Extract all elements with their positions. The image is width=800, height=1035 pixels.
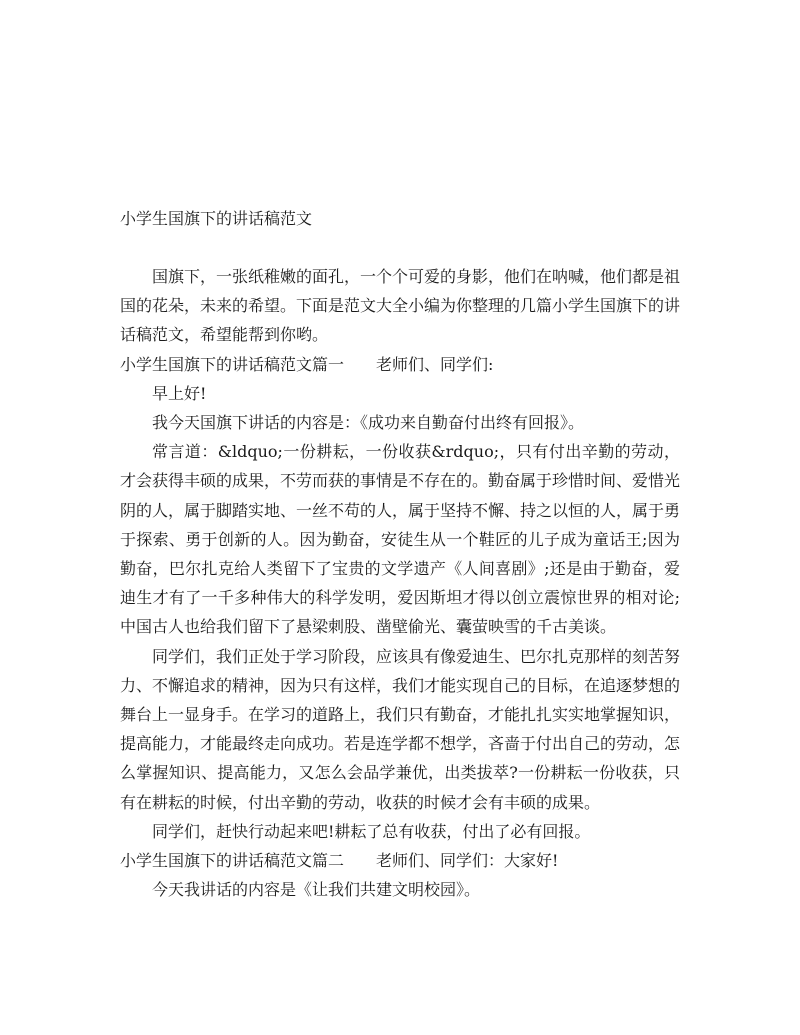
section-one-greeting: 早上好! (152, 383, 207, 403)
section-one-heading: 小学生国旗下的讲话稿范文篇一 (120, 354, 345, 374)
section-one-paragraph-2: 同学们，我们正处于学习阶段，应该具有像爱迪生、巴尔扎克那样的刻苦努力、不懈追求的精神，因为只有这样，我们才能实现自己的目标，在追逐梦想的舞台上一显身手。在学习的道路上，我们只有勤奋，才能扎扎实实地掌握知识，提高能力，才能最终走向成功。若是连学都不想学，吝啬于付出自己的劳动，怎么掌握知识、提高能力，又怎么会品学兼优，出类拔萃?一份耕耘一份收获，只有在耕耘的时候，付出辛勤的劳动，收获的时候才会有丰硕的成果。 (120, 646, 681, 812)
section-one-address: 老师们、同学们: (376, 354, 494, 374)
section-one-paragraph-1: 常言道：&ldquo;一份耕耘，一份收获&rdquo;，只有付出辛勤的劳动，才会获得丰硕的成果，不劳而获的事情是不存在的。勤奋属于珍惜时间、爱惜光阴的人，属于脚踏实地、一丝不苟的人，属于坚持不懈、持之以恒的人，属于勇于探索、勇于创新的人。因为勤奋，安徒生从一个鞋匠的儿子成为童话王;因为勤奋，巴尔扎克给人类留下了宝贵的文学遗产《人间喜剧》;还是由于勤奋，爱迪生才有了一千多种伟大的科学发明，爱因斯坦才得以创立震惊世界的相对论;中国古人也给我们留下了悬梁刺股、凿壁偷光、囊萤映雪的千古美谈。 (120, 442, 681, 637)
intro-paragraph: 国旗下，一张纸稚嫩的面孔，一个个可爱的身影，他们在呐喊，他们都是祖国的花朵，未来的希望。下面是范文大全小编为你整理的几篇小学生国旗下的讲话稿范文，希望能帮到你哟。 (120, 267, 681, 345)
document-body (120, 262, 680, 904)
section-one-paragraph-3: 同学们，赶快行动起来吧!耕耘了总有收获，付出了必有回报。 (152, 821, 591, 841)
document-title: 小学生国旗下的讲话稿范文 (120, 209, 313, 228)
section-two-heading: 小学生国旗下的讲话稿范文篇二 (120, 851, 345, 871)
section-two-topic: 今天我讲话的内容是《让我们共建文明校园》。 (152, 880, 481, 900)
section-two-heading-line (120, 846, 680, 875)
section-one-topic: 我今天国旗下讲话的内容是：《成功来自勤奋付出终有回报》。 (152, 413, 585, 433)
section-two-address: 老师们、同学们：大家好! (376, 851, 559, 871)
section-one-heading-line (120, 350, 680, 379)
